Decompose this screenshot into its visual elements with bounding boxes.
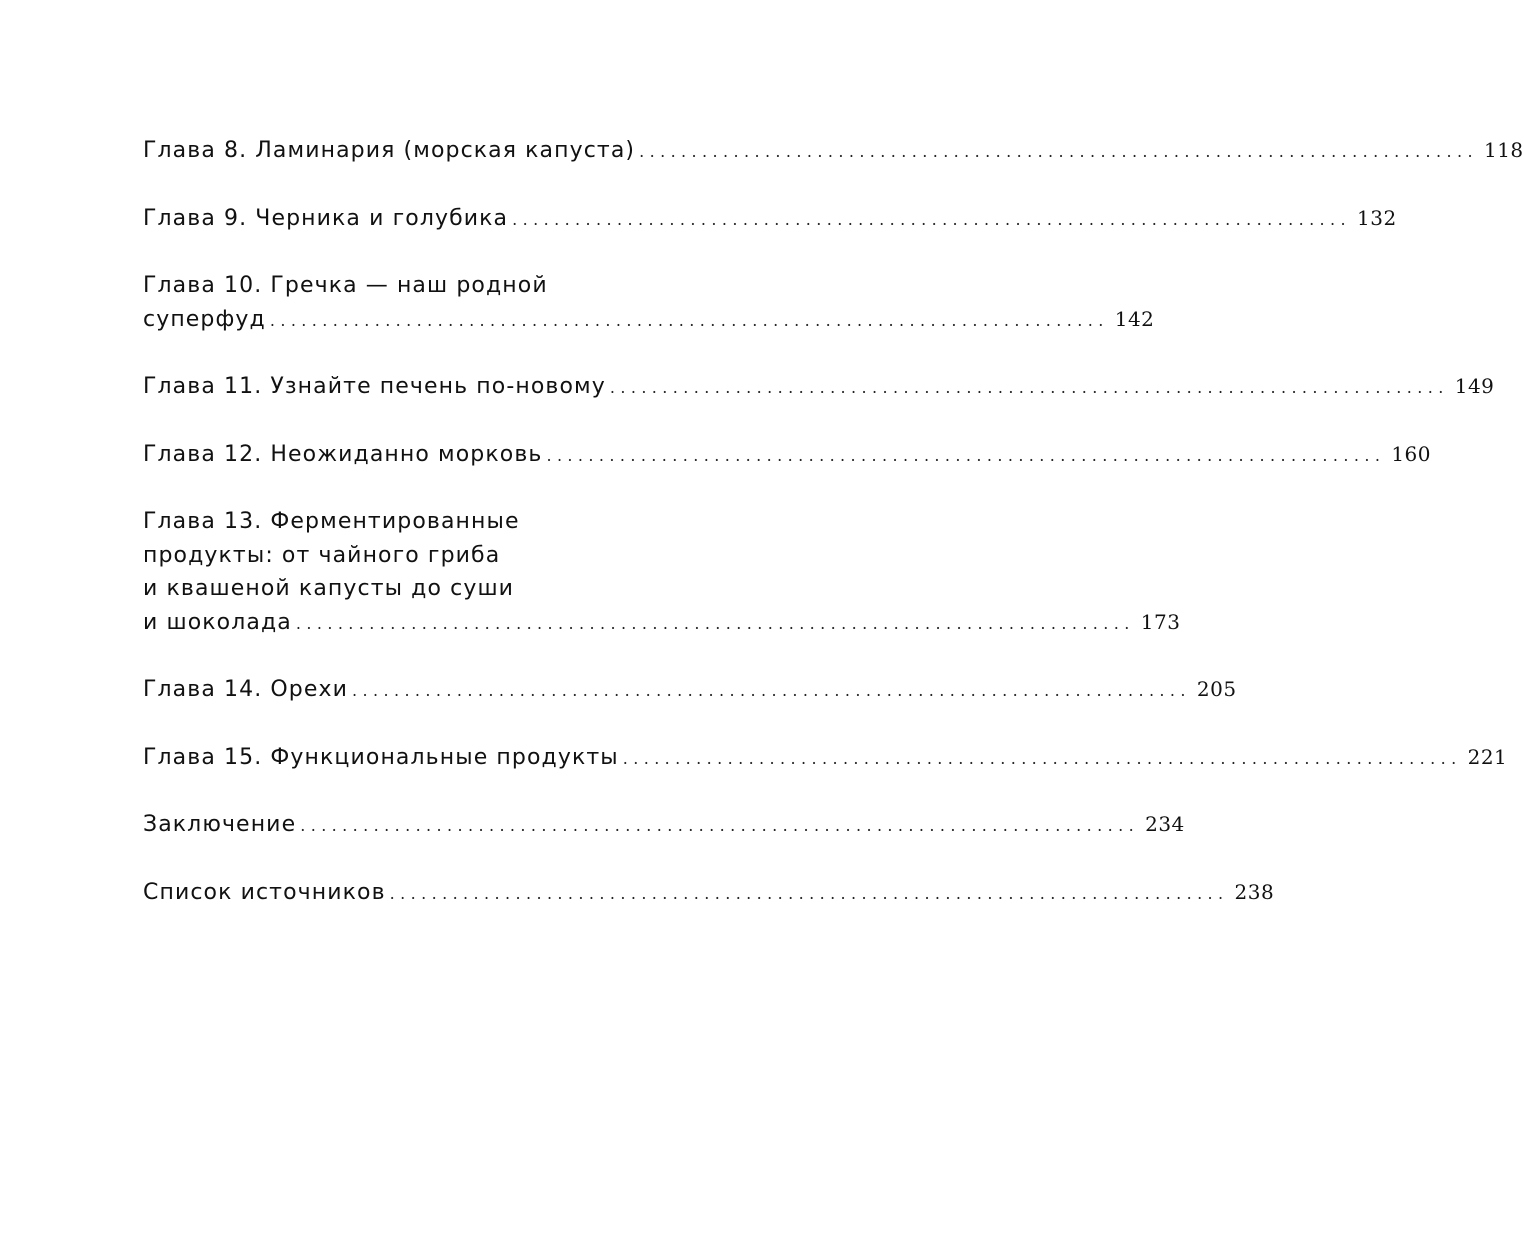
toc-entry-title: Глава 11. Узнайте печень по-новому [143,374,606,399]
toc-entry-title-line: и квашеной капусты до суши [143,576,515,601]
toc-entry-title-line: продукты: от чайного гриба [143,542,501,568]
toc-page-number: 149 [1454,374,1495,398]
toc-page-number: 132 [1357,205,1397,230]
toc-entry-title-line: Глава 10. Гречка — наш родной [143,273,548,298]
toc-page-number: 221 [1467,744,1508,769]
toc-entry-chapter-8[interactable] [143,134,1524,169]
toc-entry-references[interactable] [143,876,1275,911]
toc-entry-chapter-9[interactable] [143,202,1397,237]
dot-leader: ................................................................................ [546,445,1386,465]
toc-entry-last-line [143,202,1397,237]
toc-page-number: 160 [1391,441,1432,466]
toc-entry-last-line [143,370,1495,405]
toc-entry-chapter-10[interactable] [143,269,1155,337]
toc-entry-chapter-14[interactable] [143,673,1237,708]
toc-entry-title: Глава 9. Черника и голубика [143,205,509,231]
table-of-contents [143,134,1524,943]
toc-entry-last-line [143,606,1181,641]
toc-entry-title: Заключение [143,812,297,837]
toc-entry-title: Глава 8. Ламинария (морская капуста) [143,138,636,163]
toc-entry-title: Глава 15. Функциональные продукты [143,744,619,770]
toc-entry-last-line [143,741,1508,776]
toc-page-number: 234 [1145,812,1185,836]
toc-entry-chapter-11[interactable] [143,370,1495,405]
toc-page-number: 205 [1196,677,1237,701]
toc-entry-last-line [143,303,1155,338]
toc-page-number: 238 [1234,879,1275,904]
dot-leader: ................................................................................ [295,613,1135,633]
toc-entry-title: и шоколада [143,609,292,635]
toc-entry-title: суперфуд [143,306,266,332]
toc-entry-title: Список источников [143,879,386,905]
toc-entry-last-line [143,808,1185,843]
toc-entry-last-line [143,438,1432,473]
toc-entry-last-line [143,134,1524,169]
toc-page-number: 142 [1114,306,1155,331]
toc-entry-title: Глава 14. Орехи [143,677,349,702]
dot-leader: ................................................................................ [512,209,1352,229]
toc-entry-last-line [143,673,1237,708]
dot-leader: ................................................................................ [609,378,1449,397]
dot-leader: ................................................................................ [352,681,1191,700]
toc-entry-title-line: Глава 13. Ферментированные [143,509,520,534]
toc-page-number: 173 [1140,609,1181,634]
dot-leader: ................................................................................ [389,883,1229,903]
toc-entry-chapter-13[interactable] [143,505,1181,640]
toc-entry-chapter-12[interactable] [143,438,1432,473]
dot-leader: ................................................................................ [639,142,1478,161]
dot-leader: ................................................................................ [300,816,1140,835]
toc-page-number: 118 [1483,138,1524,162]
toc-entry-conclusion[interactable] [143,808,1185,843]
dot-leader: ................................................................................ [622,748,1462,768]
toc-entry-last-line [143,876,1275,911]
dot-leader: ................................................................................ [269,310,1109,330]
toc-entry-title: Глава 12. Неожиданно морковь [143,441,543,467]
toc-entry-chapter-15[interactable] [143,741,1508,776]
